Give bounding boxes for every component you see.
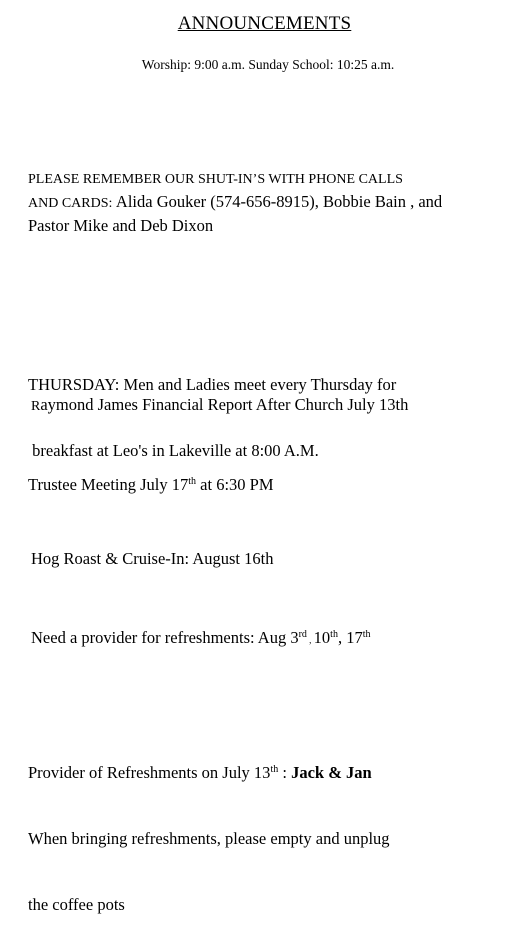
shut-ins-line-1: PLEASE REMEMBER OUR SHUT-IN’S WITH PHONE CALLS: [28, 172, 403, 187]
provider-need-ordinal-2: th: [330, 629, 338, 640]
page-title: ANNOUNCEMENTS: [177, 13, 352, 34]
shut-ins-announcement: [28, 169, 442, 237]
refreshment-provider-july: [28, 718, 390, 938]
provider-need-ordinal-1: rd: [298, 629, 307, 640]
provider-need-date-2: 10: [313, 628, 331, 647]
provider-july-ordinal: th: [270, 764, 279, 775]
raymond-james-announcement: [31, 394, 408, 418]
shut-ins-names: Alida Gouker (574-656-8915), Bobbie Bain , and: [115, 192, 443, 211]
raymond-lead-letter: R: [31, 399, 41, 414]
trustee-text: Trustee Meeting July 17: [28, 475, 189, 494]
provider-july-line-2: When bringing refreshments, please empty and unplug: [28, 829, 390, 848]
raymond-text: aymond James Financial Report After Church July 13th: [40, 395, 409, 414]
trustee-time: at 6:30 PM: [196, 475, 274, 494]
shut-ins-line-2: [28, 191, 442, 215]
trustee-meeting-announcement: [28, 474, 274, 496]
provider-need-ordinal-3: th: [362, 629, 371, 640]
provider-july-colon: :: [278, 763, 292, 782]
provider-july-names: Jack & Jan: [291, 763, 372, 782]
service-schedule: Worship: 9:00 a.m. Sunday School: 10:25 a.m.: [141, 57, 395, 72]
provider-need-separator: ,: [306, 635, 314, 645]
shut-ins-line-2-lead: AND CARDS:: [28, 196, 116, 211]
provider-need-date-3: , 17: [337, 628, 363, 647]
thursday-line-2: breakfast at Leo's in Lakeville at 8:00 A.M.: [28, 441, 319, 460]
provider-need-text: Need a provider for refreshments: Aug 3: [31, 628, 299, 647]
shut-ins-line-3: Pastor Mike and Deb Dixon: [28, 216, 214, 235]
refreshment-provider-needed: [31, 627, 370, 651]
provider-july-line-1: [28, 762, 390, 784]
provider-july-text: Provider of Refreshments on July 13: [28, 763, 271, 782]
thursday-line-1: THURSDAY: Men and Ladies meet every Thursday for: [28, 375, 397, 394]
provider-july-line-3: the coffee pots: [28, 895, 125, 914]
hog-roast-announcement: Hog Roast & Cruise-In: August 16th: [31, 549, 274, 568]
trustee-ordinal: th: [188, 476, 197, 487]
